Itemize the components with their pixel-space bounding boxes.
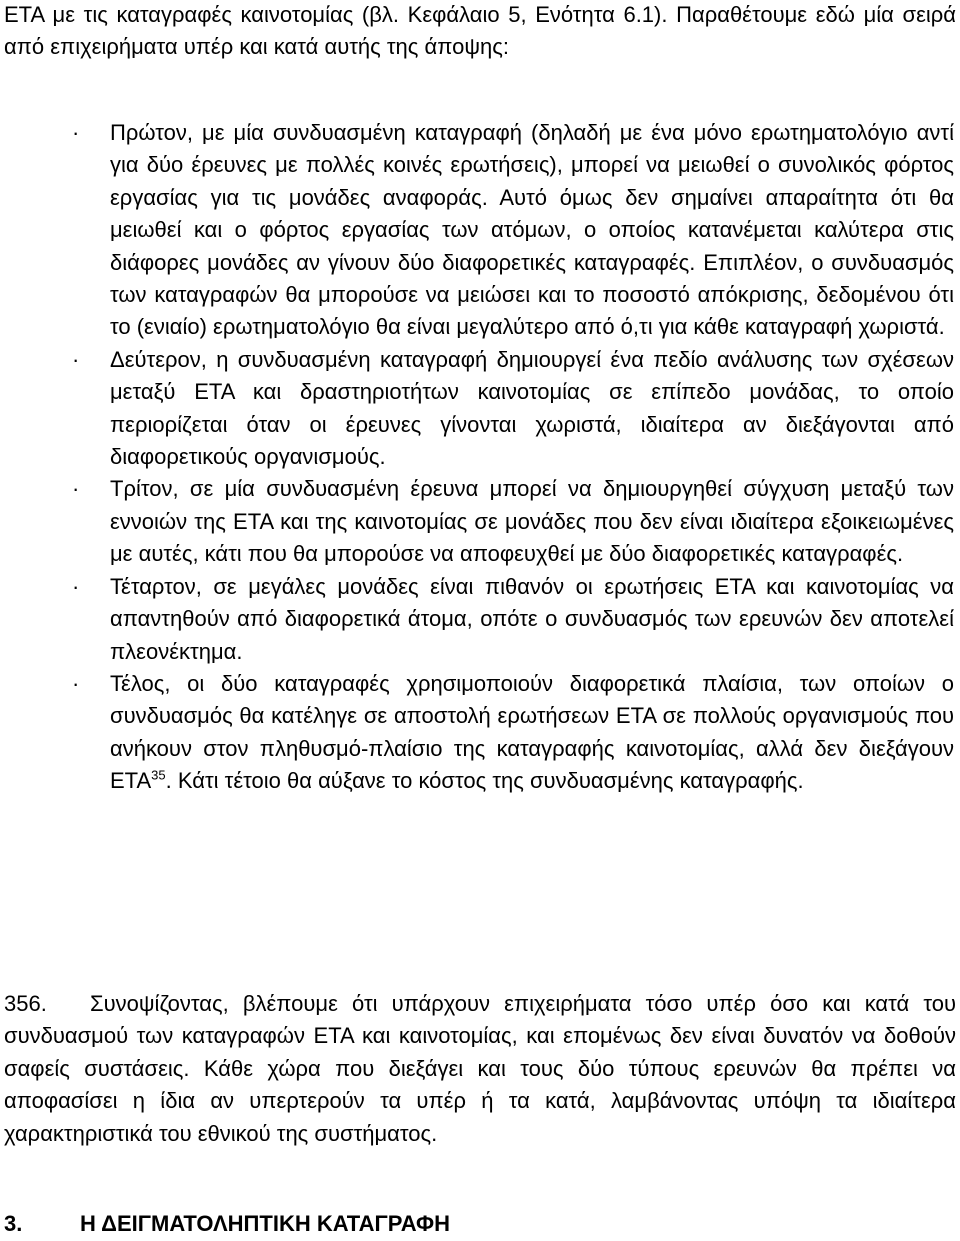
list-item-first xyxy=(0,117,954,344)
list-item-text: Τέταρτον, σε μεγάλες μονάδες είναι πιθανόν οι ερωτήσεις ΕΤΑ και καινοτομίας να απαντηθούν από διαφορετικά άτομα, οπότε ο συνδυασμός των ερευνών δεν αποτελεί πλεονέκτημα. xyxy=(110,573,954,664)
section-title: Η ΔΕΙΓΜΑΤΟΛΗΠΤΙΚΗ ΚΑΤΑΓΡΑΦΗ xyxy=(80,1211,450,1236)
list-item-fourth xyxy=(0,571,954,668)
list-item-text-after: . Κάτι τέτοιο θα αύξανε το κόστος της συνδυασμένης καταγραφής. xyxy=(165,768,804,794)
list-item-text: Τρίτον, σε μία συνδυασμένη έρευνα μπορεί να δημιουργηθεί σύγχυση μεταξύ των εννοιών της ΕΤΑ και της καινοτομίας σε μονάδες που δεν είναι ιδιαίτερα εξοικειωμένες με αυτές, κάτι που θα μπορούσε να αποφευχθεί με δύο διαφορετικές καταγραφές. xyxy=(110,476,954,567)
list-item-text xyxy=(110,668,954,798)
list-item-text-before: Τέλος, οι δύο καταγραφές χρησιμοποιούν διαφορετικά πλαίσια, των οποίων ο συνδυασμός θα κατέληγε σε αποστολή ερωτήσεων ΕΤΑ σε πολλούς οργανισμούς που ανήκουν στον πληθυσμό-πλαίσιο της καταγραφής καινοτομίας, αλλά δεν διεξάγουν ΕΤΑ xyxy=(110,670,954,794)
arguments-list xyxy=(0,117,960,798)
list-item-text: Πρώτον, με μία συνδυασμένη καταγραφή (δηλαδή με ένα μόνο ερωτηματολόγιο αντί για δύο έρευνες με πολλές κοινές ερωτήσεις), μπορεί να μειωθεί ο συνολικός φόρτος εργασίας για τις μονάδες αναφοράς. Αυτό όμως δεν σημαίνει απαραίτητα ότι θα μειωθεί και ο φόρτος εργασίας των ατόμων, ο οποίος κατανέμεται καλύτερα στις διάφορες μονάδες αν γίνουν δύο διαφορετικές καταγραφές. Επιπλέον, ο συνδυασμός των καταγραφών θα μπορούσε να μειώσει και το ποσοστό απόκρισης, δεδομένου ότι το (ενιαίο) ερωτηματολόγιο θα είναι μεγαλύτερο από ό,τι για κάθε καταγραφή χωριστά. xyxy=(110,120,954,340)
bullet-marker: · xyxy=(72,120,80,145)
intro-text: ΕΤΑ με τις καταγραφές καινοτομίας (βλ. Κεφάλαιο 5, Ενότητα 6.1). Παραθέτουμε εδώ μία σειρά από επιχειρήματα υπέρ και κατά αυτής της άποψης: xyxy=(4,2,956,60)
section-heading xyxy=(4,1208,956,1240)
list-item-text: Δεύτερον, η συνδυασμένη καταγραφή δημιουργεί ένα πεδίο ανάλυσης των σχέσεων μεταξύ ΕΤΑ και δραστηριοτήτων καινοτομίας σε επίπεδο μονάδας, το οποίο περιορίζεται όταν οι έρευνες γίνονται χωριστά, ιδιαίτερα αν διεξάγονται από διαφορετικούς οργανισμούς. xyxy=(110,346,954,470)
paragraph-number: 356. xyxy=(4,991,47,1016)
intro-paragraph xyxy=(4,0,956,64)
list-item-third xyxy=(0,473,954,570)
list-item-fifth xyxy=(0,668,954,798)
paragraph-text: Συνοψίζοντας, βλέπουμε ότι υπάρχουν επιχειρήματα τόσο υπέρ όσο και κατά του συνδυασμού των καταγραφών ΕΤΑ και καινοτομίας, και επομένως δεν είναι δυνατόν να δοθούν σαφείς συστάσεις. Κάθε χώρα που διεξάγει και τους δύο τύπους ερευνών θα πρέπει να αποφασίσει η ίδια αν υπερτερούν τα υπέρ ή τα κατά, λαμβάνοντας υπόψη τα ιδιαίτερα χαρακτηριστικά του εθνικού της συστήματος. xyxy=(4,991,956,1146)
paragraph-356 xyxy=(4,988,956,1150)
footnote-reference[interactable]: 35 xyxy=(151,767,166,783)
bullet-marker: · xyxy=(72,476,80,502)
bullet-marker: · xyxy=(72,346,80,372)
list-item-second xyxy=(0,344,954,474)
bullet-marker: · xyxy=(72,670,80,696)
section-number: 3. xyxy=(4,1211,23,1236)
bullet-marker: · xyxy=(72,573,80,599)
